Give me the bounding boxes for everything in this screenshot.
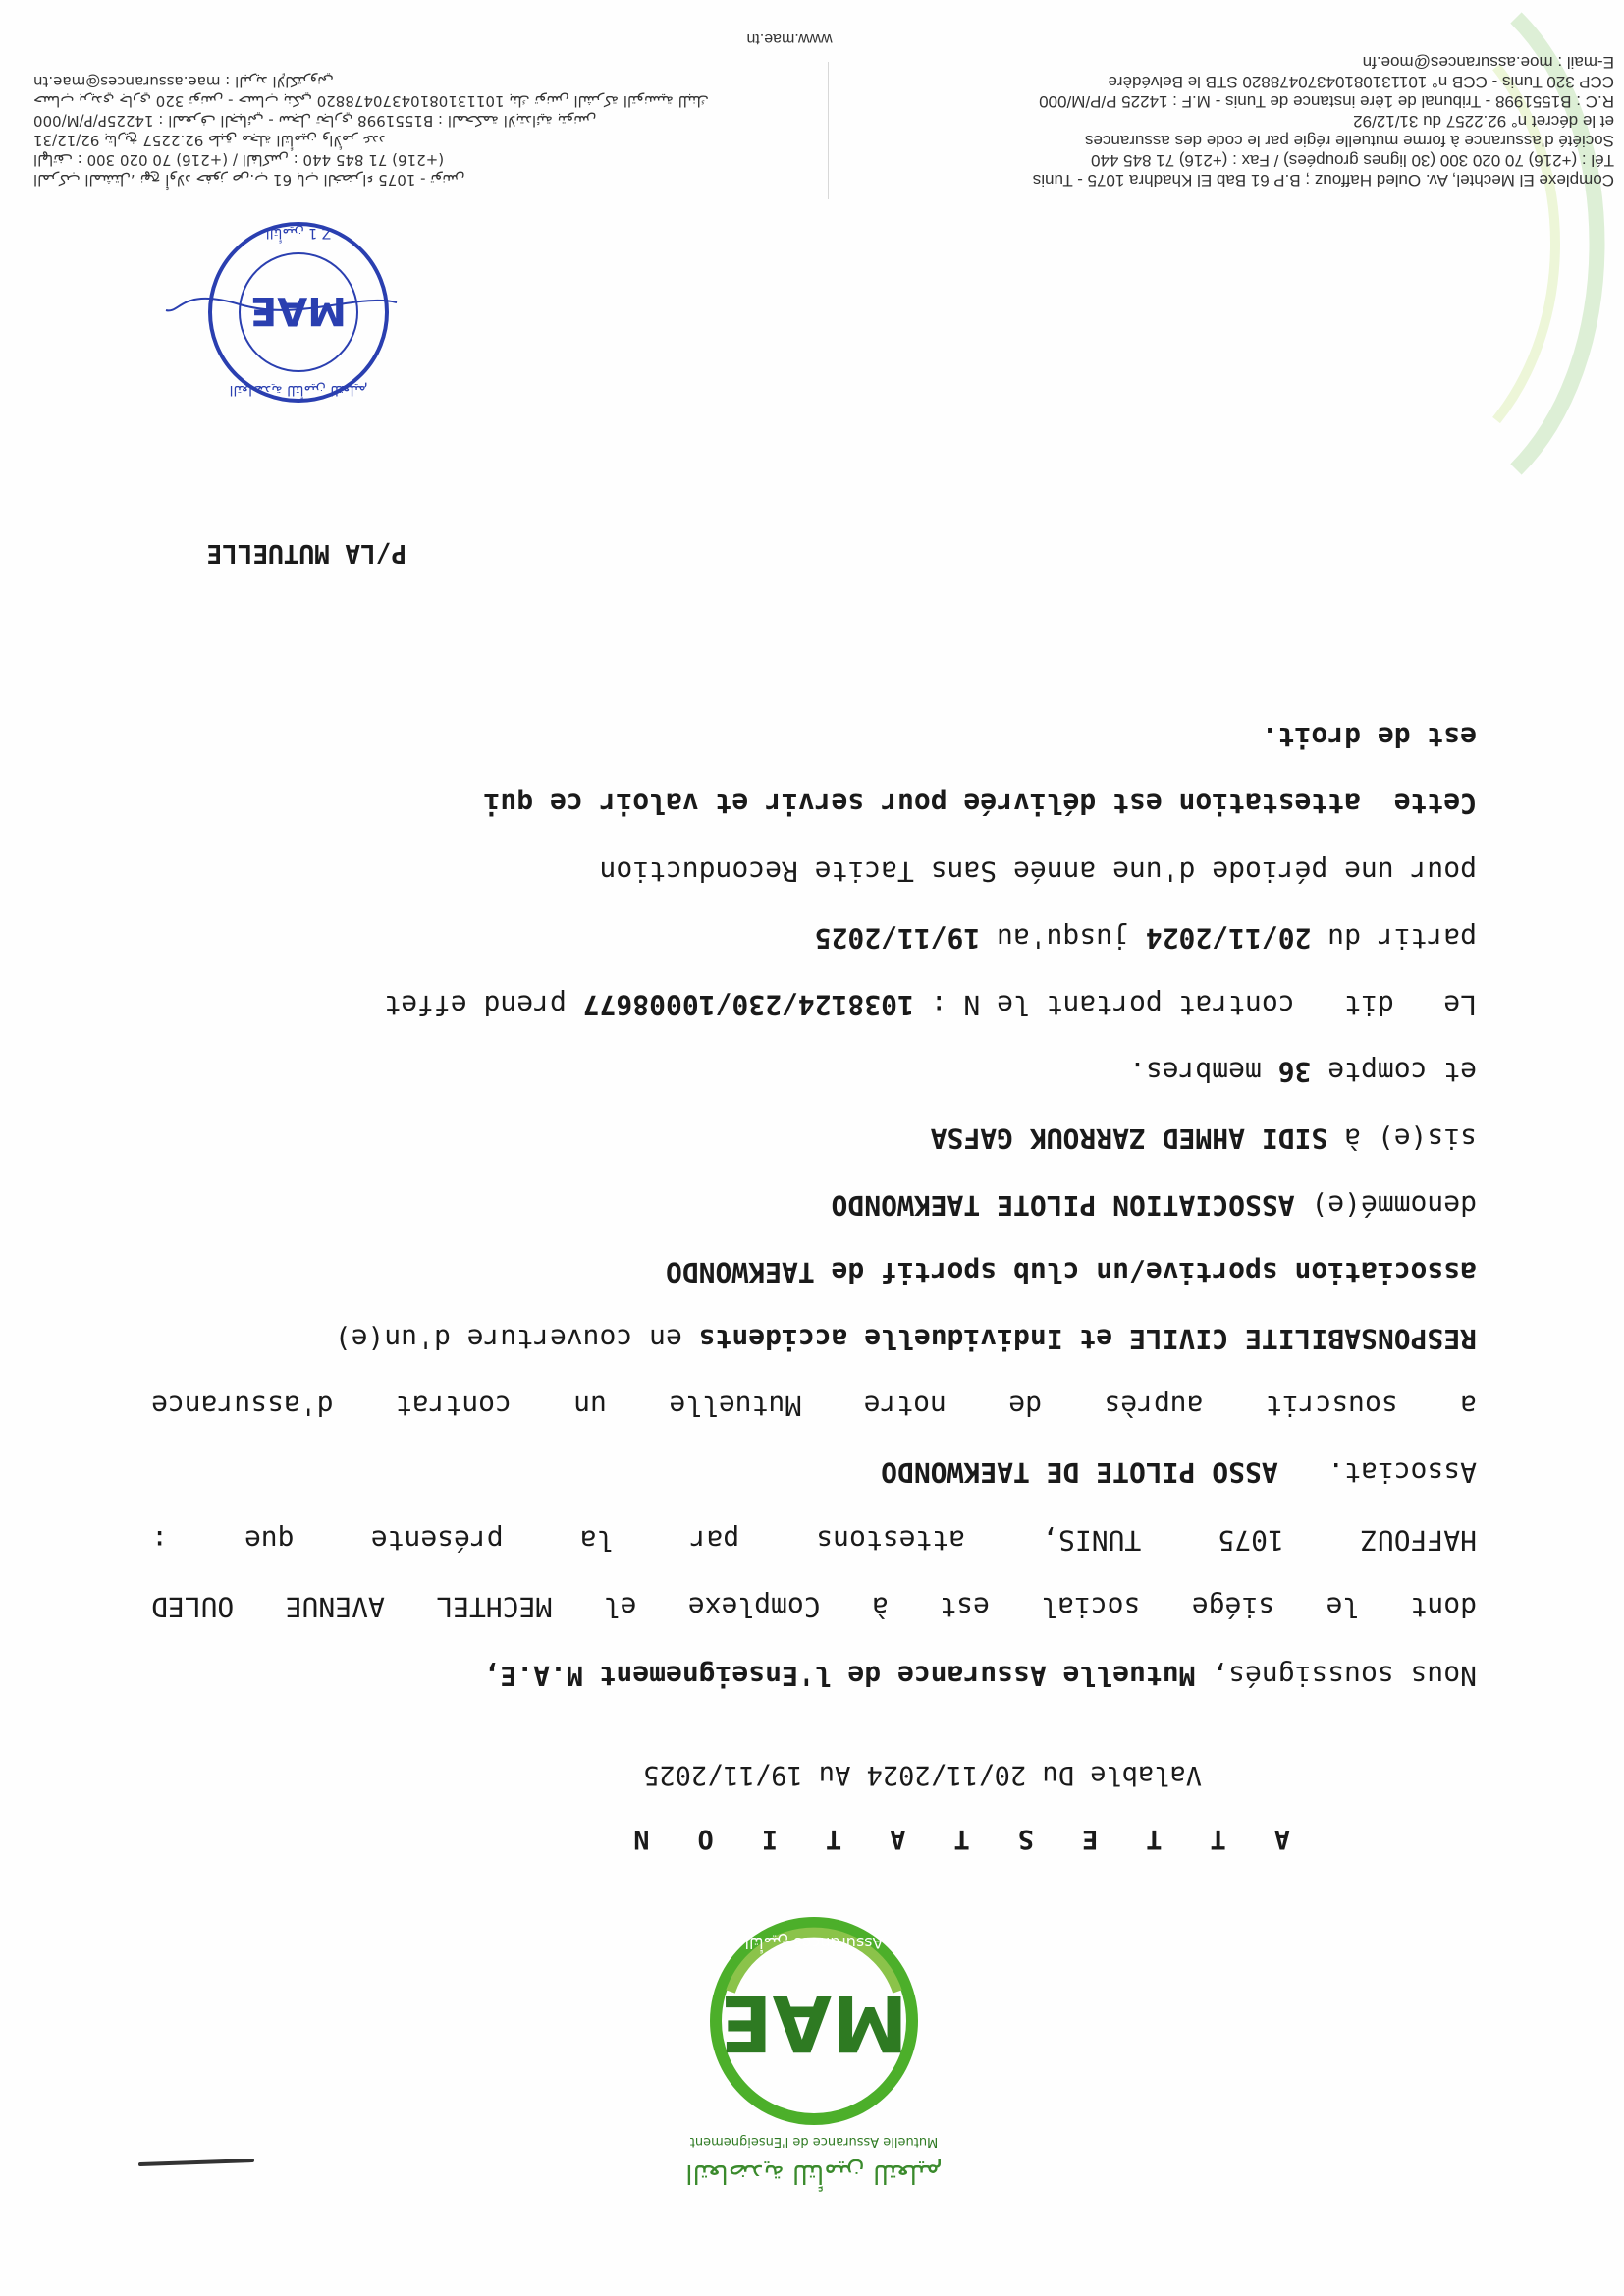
document-title: ATTESTATION bbox=[585, 1824, 1290, 1854]
body-word: siége bbox=[1191, 1591, 1275, 1623]
footer-address-ar bbox=[33, 72, 709, 190]
stamp-center-text: MAE bbox=[249, 288, 348, 333]
period-to-label: jusqu'au bbox=[980, 922, 1146, 955]
body-word: contrat bbox=[395, 1390, 512, 1422]
logo-arabic-name: التعاضدية للتأمين للتعليم bbox=[685, 2159, 943, 2188]
coverage-suffix: en couverture d'un(e) bbox=[334, 1323, 699, 1355]
body-word: AVENUE bbox=[285, 1591, 385, 1623]
address-label: sis(e) à bbox=[1327, 1122, 1477, 1155]
body-line-15: est de droit. bbox=[1261, 721, 1477, 753]
mae-logo bbox=[701, 1884, 927, 2139]
body-line-12 bbox=[815, 922, 1477, 955]
body-word: dont bbox=[1410, 1591, 1477, 1623]
members-label: et compte bbox=[1311, 1056, 1477, 1088]
footer-fr-line: CCP 320 Tunis - CCB n° 10113108104370478820 STB le Belvédère bbox=[1108, 73, 1614, 91]
assoc-prefix: Associat. bbox=[1277, 1456, 1477, 1489]
body-line-8 bbox=[832, 1189, 1477, 1222]
body-line-1 bbox=[484, 1660, 1477, 1692]
body-word: présente bbox=[370, 1524, 504, 1557]
logo-brand-text: MAE bbox=[720, 1978, 908, 2066]
official-stamp bbox=[161, 194, 416, 430]
footer-address-fr bbox=[1005, 52, 1614, 190]
footer-ar-line: المركب المشتل، نهج أولاد حفوز ص.ب 61 باب الخضراء 1075 - تونس bbox=[33, 171, 465, 189]
body-word: auprès bbox=[1104, 1390, 1204, 1422]
body-line-3 bbox=[151, 1524, 1477, 1557]
intro-text: Nous soussignés, bbox=[1195, 1660, 1477, 1692]
body-line-9 bbox=[931, 1122, 1477, 1155]
body-word: la bbox=[579, 1524, 614, 1557]
body-line-11 bbox=[384, 989, 1477, 1021]
association-name: ASSOCIATION PILOTE TAEKWONDO bbox=[831, 1189, 1295, 1222]
body-word: a bbox=[1460, 1390, 1477, 1422]
body-word: de bbox=[1008, 1390, 1042, 1422]
footer-fr-line: Complexe El Mechtel, Av. Ouled Haffouz ; B.P 61 Bab El Khadhra 1075 - Tunis bbox=[1032, 171, 1614, 190]
denomination-label: denommé(e) bbox=[1294, 1189, 1477, 1222]
insured-short-name: ASSO PILOTE DE TAEKWONDO bbox=[881, 1456, 1278, 1489]
body-line-13: pour une période d'une année Sans Tacite Reconduction bbox=[599, 855, 1477, 888]
body-word: 1075 bbox=[1218, 1524, 1284, 1557]
body-line-5 bbox=[151, 1390, 1477, 1422]
footer-fr-line: Société d'assurance à forme mutuelle régie par le code des assurances bbox=[1084, 132, 1614, 150]
body-word: est bbox=[940, 1591, 990, 1623]
footer-ar-line: 14225P/P/M/000 : المعرف الجبائي - سجل تجاري B1551998 : المحكمة الابتدائية بتونس bbox=[33, 112, 597, 130]
footer-ar-line: حساب بريدي جاري 320 تونس - حساب بنكي 10113108104370478820 بنك تونس الشركة التونسية للبنك bbox=[33, 92, 709, 110]
footer-fr-line: R.C : B1551998 - Tribunal de 1ère instance de Tunis - M.F : 14225 P/P/M/000 bbox=[1039, 92, 1614, 111]
body-word: el bbox=[603, 1591, 637, 1623]
member-count: 36 bbox=[1277, 1056, 1312, 1088]
body-word: MECHTEL bbox=[436, 1591, 553, 1623]
pen-mark bbox=[136, 2157, 254, 2168]
validity-period: Valable Du 20/11/2024 Au 19/11/2025 bbox=[643, 1760, 1202, 1790]
body-word: souscrit bbox=[1265, 1390, 1398, 1422]
contract-number: 1038124/230/10008677 bbox=[582, 989, 914, 1021]
period-from-label: partir du bbox=[1311, 922, 1477, 955]
footer-ar-line: mae.assurances@mae.tn : البريد الإلكتروني bbox=[33, 73, 334, 90]
body-word: social bbox=[1041, 1591, 1141, 1623]
body-line-4 bbox=[881, 1456, 1477, 1489]
footer-ar-line: الهاتف : 300 020 70 (216+) / الفاكس : 440 845 71 (216+) bbox=[33, 151, 445, 169]
logo-subtitle: Mutuelle Assurance de l'Enseignement bbox=[689, 2134, 939, 2149]
body-word: attestons bbox=[816, 1524, 966, 1557]
association-address: SIDI AHMED ZARROUK GAFSA bbox=[930, 1122, 1328, 1155]
body-line-6 bbox=[335, 1323, 1477, 1355]
body-line-14: Cette attestation est délivrée pour servir et valoir ce qui bbox=[483, 788, 1477, 820]
body-word: notre bbox=[863, 1390, 947, 1422]
logo-ring-text: Assurances التأمين bbox=[744, 1934, 884, 1952]
body-word: à bbox=[872, 1591, 889, 1623]
start-date: 20/11/2024 bbox=[1145, 922, 1312, 955]
stamp-ring-text: التعاضدية للتأمين للتعليم bbox=[229, 382, 368, 398]
body-word: d'assurance bbox=[151, 1390, 334, 1422]
footer-fr-line: Tél : (+216) 70 020 300 (30 lignes groupées) / Fax : (+216) 71 845 440 bbox=[1090, 151, 1614, 170]
footer-fr-line: E-mail : moe.assurances@moe.fn bbox=[1362, 53, 1614, 72]
footer-website: www.mae.tn bbox=[746, 30, 833, 47]
contract-label: Le dit contrat portant le N : bbox=[913, 989, 1477, 1021]
body-line-7: association sportive/un club sportif de TAEKWONDO bbox=[665, 1256, 1477, 1288]
body-line-2 bbox=[151, 1591, 1477, 1623]
body-word: Mutuelle bbox=[669, 1390, 802, 1422]
body-word: Complexe bbox=[687, 1591, 821, 1623]
footer-divider bbox=[828, 62, 829, 199]
body-word: HAFFOUZ bbox=[1360, 1524, 1477, 1557]
coverage-type: RESPONSABILITE CIVILE et Individuelle accidents bbox=[698, 1323, 1477, 1355]
insurer-name: Mutuelle Assurance de l'Enseignement M.A.E, bbox=[483, 1660, 1196, 1692]
body-word: : bbox=[151, 1524, 168, 1557]
body-word: TUNIS, bbox=[1042, 1524, 1142, 1557]
contract-suffix: prend effet bbox=[384, 989, 583, 1021]
footer-ar-line: 92/12/31 بتاريخ 92.2257 طبق مجلة التأمين والأمر عدد bbox=[33, 132, 386, 149]
body-word: un bbox=[573, 1390, 607, 1422]
body-word: le bbox=[1326, 1591, 1360, 1623]
end-date: 19/11/2025 bbox=[814, 922, 981, 955]
signatory-label: P/LA MUTUELLE bbox=[206, 538, 406, 568]
body-word: OULED bbox=[151, 1591, 235, 1623]
body-word: par bbox=[689, 1524, 740, 1557]
members-suffix: membres. bbox=[1128, 1056, 1278, 1088]
stamp-bottom-text: Z 1 التأمين bbox=[265, 225, 332, 241]
body-line-10 bbox=[1129, 1056, 1477, 1088]
body-word: que bbox=[244, 1524, 295, 1557]
footer-fr-line: et le décret n° 92.2257 du 31/12/92 bbox=[1353, 112, 1614, 131]
